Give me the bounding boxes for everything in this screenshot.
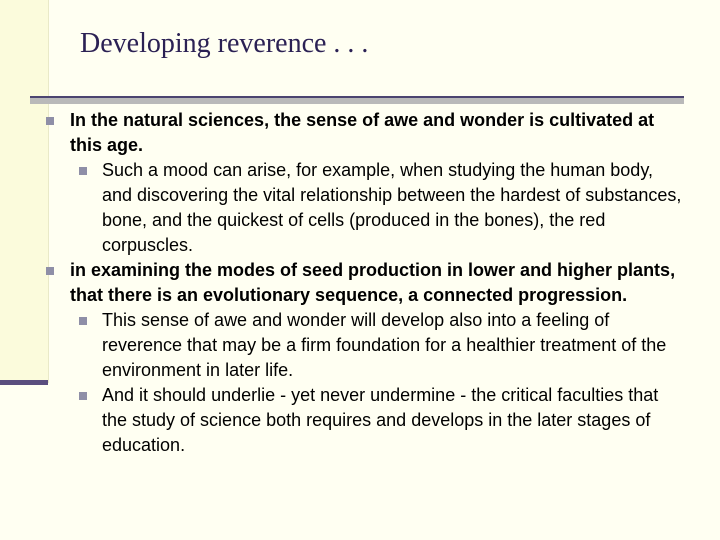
square-bullet-icon [79,392,87,400]
square-bullet-icon [46,117,54,125]
slide-content [0,108,720,458]
sub-bullet-item [102,158,682,258]
bullet-item [70,108,690,158]
slide-title: Developing reverence . . . [80,28,369,59]
sub-bullet-item [102,308,682,383]
square-bullet-icon [46,267,54,275]
bullet-text: In the natural sciences, the sense of awe and wonder is cultivated at this age. [70,110,655,155]
sub-bullet-text: And it should underlie - yet never undermine - the critical faculties that the study of science both requires and develops in the later stages of education. [102,385,659,455]
sub-bullet-text: This sense of awe and wonder will develop also into a feeling of reverence that may be a firm foundation for a healthier treatment of the environment in later life. [102,310,667,380]
title-rule-shadow [30,98,684,104]
sub-bullet-text: Such a mood can arise, for example, when studying the human body, and discovering the vital relationship between the hardest of substances, bone, and the quickest of cells (produced in the bones), the red corpuscles. [102,160,682,255]
square-bullet-icon [79,317,87,325]
bullet-text: in examining the modes of seed production in lower and higher plants, that there is an evolutionary sequence, a connected progression. [70,260,676,305]
square-bullet-icon [79,167,87,175]
sub-bullet-item [102,383,682,458]
bullet-item [70,258,690,308]
